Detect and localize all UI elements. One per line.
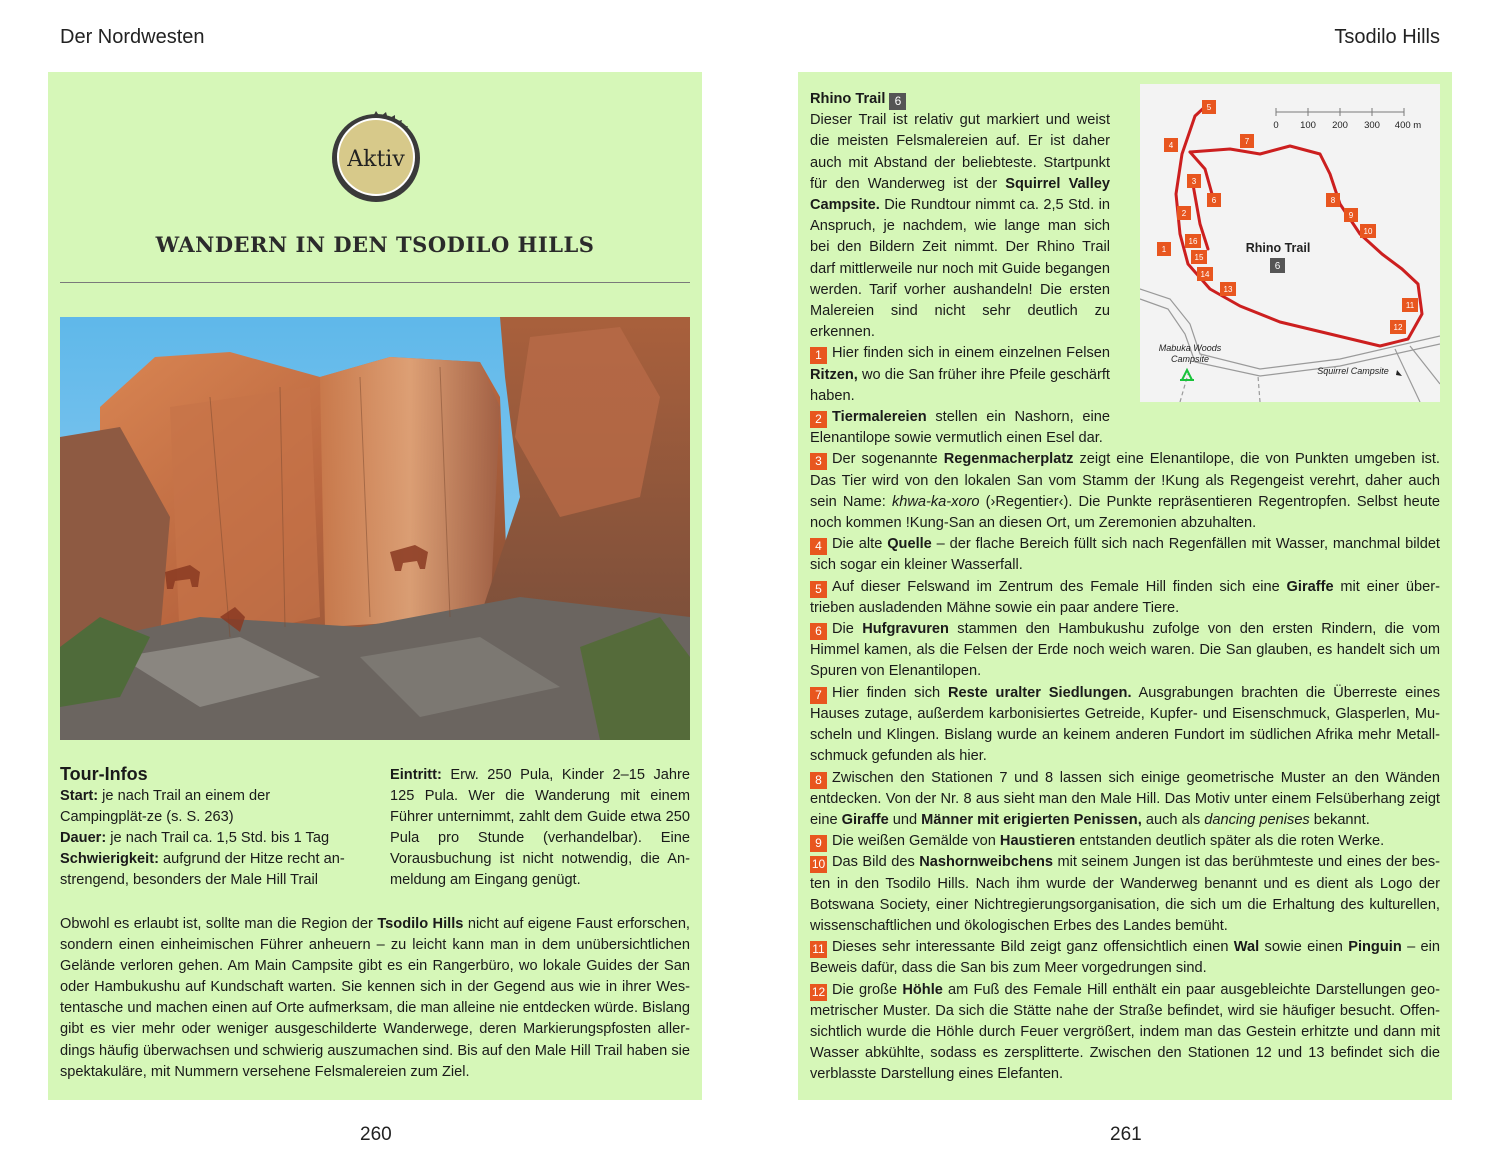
station-text: Hier finden sich — [832, 684, 948, 701]
station-text: stellen ein Nashorn, eine Elenantilope sowie vermutlich einen Esel dar. — [810, 409, 1110, 447]
station-item — [810, 407, 1110, 449]
map-trail-number: 6 — [1274, 261, 1281, 272]
map-marker-14: 14 — [1200, 270, 1210, 279]
station-item — [810, 937, 1440, 979]
badge-label: Aktiv — [347, 147, 405, 172]
station-bold: Reste uralter Siedlungen. — [947, 684, 1132, 701]
map-marker-4: 4 — [1168, 141, 1174, 150]
station-item — [810, 683, 1440, 768]
map-scale-300: 300 — [1364, 120, 1380, 131]
map-marker-12: 12 — [1393, 323, 1403, 332]
tour-infos-heading: Tour-Infos — [60, 764, 148, 784]
station-text: Die große — [832, 981, 903, 998]
map-marker-3: 3 — [1191, 177, 1197, 186]
trail-number-badge: 6 — [889, 93, 906, 110]
eintritt-label: Eintritt: — [390, 767, 442, 783]
station-bold: Ritzen, — [810, 366, 858, 383]
station-text: am Fuß des Female Hill enthält ein paar ausgebleichte Darstellungen geo-metrischer Muster. Da sich die Stätte nahe der Straße befindet, wird sie häufiger besucht. Offen-sichtlich wurde die Höhle durch Feuer vergrößert, indem man das Gestein erhitzte und dann mit Wasser abkühlte, sodass es zersplitterte. Zwischen den Stationen 12 und 13 befindet sich die verblasste Darstellung eines Elefanten. — [810, 981, 1440, 1083]
station-text: Die alte — [832, 536, 888, 553]
tour-schwierigkeit — [60, 849, 360, 891]
map-trail-label: Rhino Trail — [1245, 241, 1311, 255]
map-marker-10: 10 — [1363, 227, 1373, 236]
tour-infos-left — [60, 762, 360, 891]
map-scale-0: 0 — [1273, 120, 1279, 131]
station-bold: Männer mit erigierten Penissen, — [921, 811, 1142, 828]
station-number: 10 — [811, 857, 826, 872]
station-text: Dieses sehr interessante Bild zeigt ganz offensichtlich einen — [832, 939, 1234, 956]
map-campsite-mabuka-1: Mabuka Woods — [1158, 343, 1222, 353]
map-marker-16: 16 — [1188, 237, 1198, 246]
page-number-right: 261 — [1110, 1124, 1142, 1145]
map-campsite-mabuka-2: Campsite — [1170, 354, 1210, 364]
map-campsite-squirrel: Squirrel Campsite — [1317, 366, 1389, 376]
map-scale-400: 400 m — [1394, 120, 1422, 131]
station-number: 2 — [810, 411, 827, 428]
map-marker-15: 15 — [1194, 253, 1204, 262]
station-text: und — [888, 811, 922, 828]
station-item — [810, 980, 1440, 1086]
schwierigkeit-text: aufgrund der Hitze recht an-strengend, besonders der Male Hill Trail — [60, 851, 345, 888]
station-number: 4 — [810, 538, 827, 555]
section-title: WANDERN IN DEN TSODILO HILLS — [155, 232, 595, 257]
station-item — [810, 619, 1440, 683]
station-bold: Wal — [1233, 939, 1260, 956]
station-item — [810, 768, 1440, 832]
trail-intro-b: Die Rundtour nimmt ca. 2,5 Std. in Anspruch, je nachdem, wie lange man sich bei den Bildern Zeit nimmt. Der Rhino Trail darf mittlerweile nur noch mit Guide begangen werden. Tarif vorher aushandeln! Die ersten Malereien sind nicht sehr deutlich zu erkennen. — [810, 197, 1110, 341]
station-number: 8 — [810, 772, 827, 789]
station-text: entstanden deutlich später als die roten Werke. — [1075, 833, 1385, 850]
station-bold: Regenmacherplatz — [943, 451, 1074, 468]
station-bold: Giraffe — [841, 811, 889, 828]
station-item — [810, 577, 1440, 619]
trail-intro-bold: Squirrel Valley Campsite. — [810, 175, 1110, 214]
dauer-label: Dauer: — [60, 830, 107, 846]
intro-text-rest: nicht auf eigene Faust erforschen, sondern einen einheimischen Führer anheuern – zu leicht kann man in dem unübersichtlichen Gelände verloren gehen. Am Main Campsite gibt es ein Rangerbüro, wo lokale Guides der San oder Hambukushu auf Kundschaft warten. Sie kennen sich in der Gegend aus wie in ihrer Wes-tentasche und machen einen auf Orte aufmerksam, die man alleine nie entdecken würde. Bislang gibt es vier mehr oder weniger ausgeschilderte Wanderwege, deren Markierungspfosten aller-dings häufig überwachsen und schwierig auszumachen sind. Bis auf den Male Hill Trail haben sie spektakuläre, mit Nummern versehene Felsmalereien zum Ziel. — [60, 916, 690, 1080]
station-text: Der sogenannte — [832, 451, 944, 468]
map-marker-9: 9 — [1348, 211, 1354, 220]
station-number: 11 — [810, 941, 827, 958]
start-text: je nach Trail an einem der Campingplät-ze (s. S. 263) — [60, 788, 271, 825]
map-marker-6: 6 — [1211, 196, 1217, 205]
station-text: (›Regentier‹). Die Punkte repräsentieren Regentropfen. Selbst heute noch kommen !Kung-San an diesen Ort, um Zeremonien abzuhalten. — [810, 493, 1440, 532]
station-text: mit seinem Jungen ist das berühmteste und eines der bes-ten in den Tsodilo Hills. Nach ihm wurde der Wanderweg benannt und es dient als Logo der Botswana Society, einer Nichtregierungsorganisation, die sich um die Erhaltung des kulturellen, wissenschaftlichen und ökologischen Erbes des Landes bemüht. — [810, 854, 1441, 934]
title-divider — [60, 282, 690, 283]
station-text: – ein Beweis dafür, dass die San bis zum Meer vorgedrungen sind. — [810, 939, 1441, 977]
station-bold: Tiermalereien — [832, 409, 927, 426]
station-item — [810, 831, 1440, 852]
eintritt-text: Erw. 250 Pula, Kinder 2–15 Jahre 125 Pula. Wer die Wanderung mit einem Führer unternimmt, zahlt dem Guide etwa 250 Pula pro Stunde (verhandelbar). Eine Vorausbuchung ist nicht notwendig, die An-meldung am Eingang genügt. — [390, 767, 690, 888]
map-marker-13: 13 — [1223, 285, 1233, 294]
tour-start — [60, 786, 360, 828]
station-text: zeigt eine Elenantilope, die von Punkten umgeben ist. Das Tier wird von den lokalen San vom Stamm der !Kung als Regengeist verehrt, daher auch sein Name: — [810, 451, 1440, 510]
running-head-right: Tsodilo Hills — [1334, 26, 1440, 48]
station-text: Ausgrabungen brachten die Überreste eines Hauses zutage, außerdem karbonisiertes Getreide, Kupfer- und Eisenschmuck, Glasperlen, Mu-scheln und Klingen. Bislang wurde an keinem anderen Fundort im südlichen Afrika mehr Metall-schmuck gefunden als hier. — [810, 684, 1441, 765]
station-text: Das Bild des — [832, 854, 920, 871]
intro-text-bold: Tsodilo Hills — [377, 916, 464, 932]
station-text: sowie einen — [1259, 939, 1349, 956]
tour-infos-right — [390, 765, 690, 891]
left-page-panel — [48, 72, 702, 1100]
intro-text-start: Obwohl es erlaubt ist, sollte man die Region der — [60, 916, 378, 932]
station-text: Zwischen den Stationen 7 und 8 lassen sich einige geometrische Muster an den Wänden entdecken. Von der Nr. 8 aus sieht man den Male Hill. Das Motiv unter einem Felsüberhang zeigt eine — [810, 769, 1440, 828]
station-item — [810, 343, 1110, 407]
schwierigkeit-label: Schwierigkeit: — [60, 851, 159, 867]
station-text: Die weißen Gemälde von — [832, 833, 1000, 850]
running-head-left: Der Nordwesten — [60, 26, 205, 48]
rhino-trail-intro — [810, 89, 1110, 343]
station-number: 5 — [810, 581, 827, 598]
station-text: mit einer über-trieben ausladenden Mähne sowie ein paar andere Tiere. — [810, 578, 1441, 616]
trail-title: Rhino Trail — [810, 91, 886, 107]
station-bold: Haustieren — [999, 833, 1076, 850]
station-bold: Hufgravuren — [862, 621, 949, 638]
station-number: 3 — [810, 453, 827, 470]
right-text-flow — [810, 89, 1440, 1086]
station-text: Hier finden sich in einem einzelnen Felsen — [832, 345, 1110, 362]
map-marker-5: 5 — [1206, 103, 1212, 112]
station-number: 12 — [811, 984, 826, 999]
station-number: 6 — [810, 623, 827, 640]
left-intro-paragraph — [60, 914, 690, 1083]
station-text: Die — [832, 621, 863, 638]
station-item — [810, 852, 1440, 937]
station-text: Auf dieser Felswand im Zentrum des Female Hill finden sich eine — [832, 578, 1287, 595]
station-italic: dancing penises — [1204, 811, 1310, 828]
page-number-left: 260 — [360, 1124, 392, 1145]
aktiv-badge — [329, 111, 423, 205]
start-label: Start: — [60, 788, 99, 804]
station-text: bekannt. — [1309, 811, 1370, 828]
tour-dauer — [60, 828, 360, 849]
map-marker-11: 11 — [1405, 301, 1415, 310]
map-marker-2: 2 — [1181, 209, 1187, 218]
map-scale-200: 200 — [1332, 120, 1348, 131]
station-item — [810, 449, 1440, 534]
map-marker-8: 8 — [1330, 196, 1336, 205]
station-number: 7 — [810, 687, 827, 704]
station-text: stammen den Hambukushu zufolge von den ersten Rindern, die vom Himmel kamen, als die Felsen der Erde noch weich waren. Die San glauben, es handelt sich um Spuren von Elenantilopen. — [810, 621, 1440, 680]
rock-painting-photo — [60, 317, 690, 740]
station-number: 1 — [810, 347, 827, 364]
map-marker-1: 1 — [1161, 245, 1167, 254]
station-italic: khwa-ka-xoro — [891, 493, 980, 510]
station-bold: Pinguin — [1348, 939, 1402, 956]
station-bold: Quelle — [887, 536, 932, 553]
station-text: – der flache Bereich füllt sich nach Regenfällen mit Wasser, manchmal bildet sich sogar ein kleiner Wasserfall. — [810, 536, 1440, 574]
station-text: auch als — [1141, 811, 1205, 828]
station-item — [810, 534, 1440, 576]
map-marker-7: 7 — [1244, 137, 1250, 146]
map-scale-100: 100 — [1300, 120, 1316, 131]
station-bold: Höhle — [902, 981, 943, 998]
station-bold: Nashornweibchens — [919, 854, 1054, 871]
right-page-panel — [798, 72, 1452, 1100]
station-bold: Giraffe — [1286, 578, 1334, 595]
station-text: wo die San früher ihre Pfeile geschärft haben. — [810, 366, 1110, 404]
trail-intro-a: Dieser Trail ist relativ gut markiert und weist die meisten Felsmalereien auf. Er ist daher auch mit Abstand der beliebteste. Startpunkt für den Wanderweg ist der — [810, 112, 1110, 192]
dauer-text: je nach Trail ca. 1,5 Std. bis 1 Tag — [110, 830, 330, 846]
station-number: 9 — [810, 835, 827, 852]
